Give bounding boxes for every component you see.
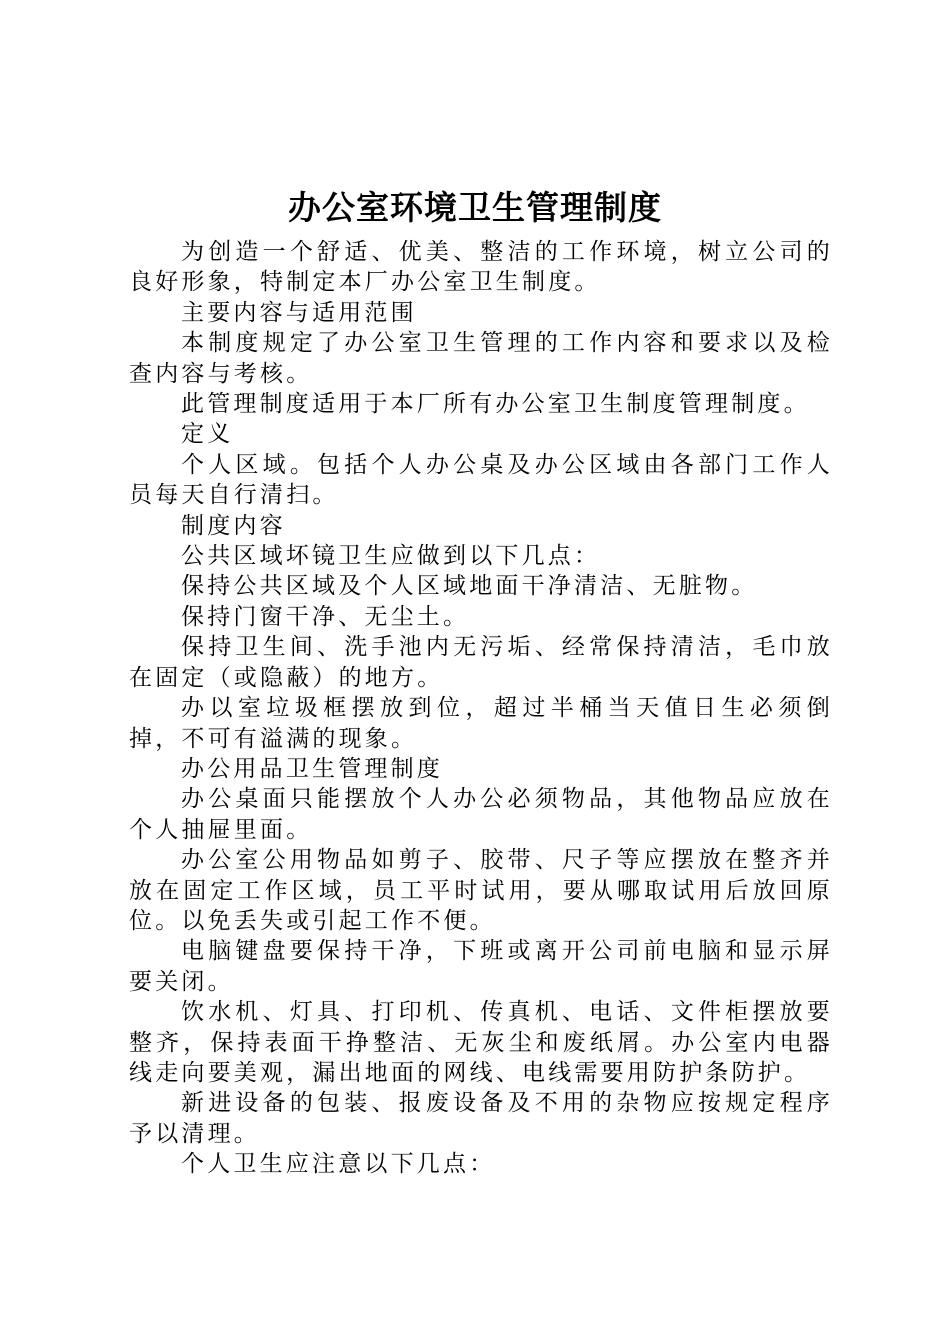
heading-office-supplies: 办公用品卫生管理制度	[181, 755, 443, 782]
heading-scope: 主要内容与适用范围	[181, 299, 417, 326]
paragraph-scope-content: 本制度规定了办公室卫生管理的工作内容和要求以及检查内容与考核。	[129, 330, 833, 387]
paragraph-public-area-intro: 公共区域坏镜卫生应做到以下几点：	[181, 543, 601, 570]
paragraph-shared-items: 办公室公用物品如剪子、胶带、尺子等应摆放在整齐并放在固定工作区域，员工平时试用，要从哪取试用后放回原位。以免丢失或引起工作不便。	[129, 847, 833, 934]
paragraph-doors-windows: 保持门窗干净、无尘土。	[181, 603, 470, 630]
paragraph-scope-applicability: 此管理制度适用于本厂所有办公室卫生制度管理制度。	[181, 391, 810, 418]
document-title: 办公室环境卫生管理制度	[288, 188, 662, 227]
paragraph-intro: 为创造一个舒适、优美、整洁的工作环境，树立公司的良好形象，特制定本厂办公室卫生制度。	[129, 239, 833, 296]
heading-definition: 定义	[181, 421, 234, 448]
paragraph-restroom: 保持卫生间、洗手池内无污垢、经常保持清洁，毛巾放在固定（或隐蔽）的地方。	[129, 634, 833, 691]
document-body	[129, 237, 833, 1180]
paragraph-equipment: 饮水机、灯具、打印机、传真机、电话、文件柜摆放要整齐，保持表面干挣整洁、无灰尘和废纸屑。办公室内电器线走向要美观，漏出地面的网线、电线需要用防护条防护。	[129, 999, 833, 1086]
paragraph-computer: 电脑键盘要保持干净，下班或离开公司前电脑和显示屏要关闭。	[129, 938, 833, 995]
heading-rules: 制度内容	[181, 512, 286, 539]
paragraph-personal-hygiene: 个人卫生应注意以下几点：	[181, 1151, 496, 1178]
paragraph-floor-clean: 保持公共区域及个人区域地面干净清洁、无脏物。	[181, 573, 758, 600]
paragraph-new-equipment: 新进设备的包装、报废设备及不用的杂物应按规定程序予以清理。	[129, 1090, 833, 1147]
paragraph-desk-items: 办公桌面只能摆放个人办公必须物品，其他物品应放在个人抽屉里面。	[129, 786, 833, 843]
paragraph-personal-area: 个人区域。包括个人办公桌及办公区域由各部门工作人员每天自行清扫。	[129, 451, 833, 509]
paragraph-trash-bin: 办以室垃圾框摆放到位，超过半桶当天值日生必须倒掉，不可有溢满的现象。	[129, 695, 833, 752]
